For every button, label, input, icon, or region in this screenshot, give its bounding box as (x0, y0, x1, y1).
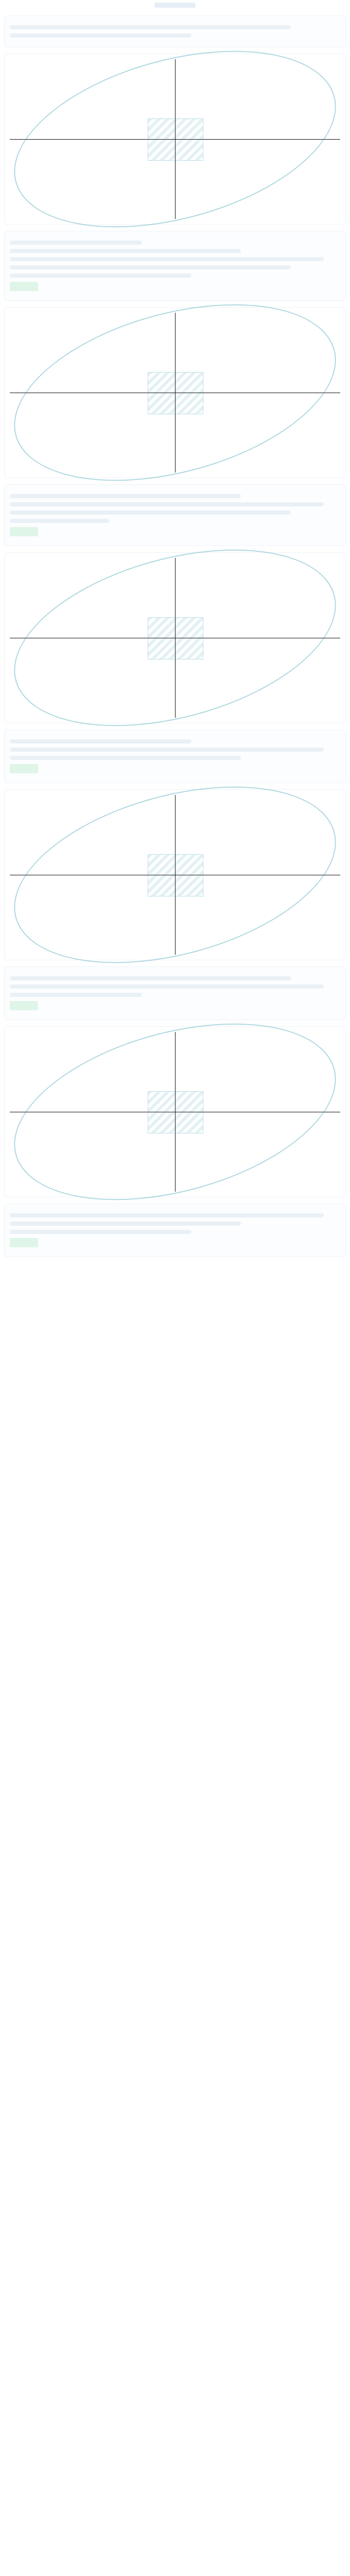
plot-2 (4, 307, 346, 478)
header-placeholder (154, 3, 196, 8)
section-4 (4, 730, 346, 783)
text-placeholder-line (10, 274, 191, 278)
text-placeholder-line (10, 257, 324, 261)
text-placeholder-line (10, 33, 191, 38)
text-placeholder-line (10, 519, 109, 523)
site-header (0, 0, 350, 10)
text-placeholder-line (10, 241, 142, 245)
section-2 (4, 231, 346, 301)
shaded-region-placeholder (148, 854, 203, 896)
shaded-region-placeholder (148, 372, 203, 414)
text-placeholder-line (10, 249, 241, 253)
result-highlight-placeholder (10, 1001, 38, 1010)
section-1 (4, 15, 346, 47)
text-placeholder-line (10, 265, 291, 269)
text-placeholder-line (10, 502, 324, 506)
text-placeholder-line (10, 993, 142, 997)
result-highlight-placeholder (10, 282, 38, 291)
plot-3 (4, 552, 346, 723)
text-placeholder-line (10, 494, 241, 498)
section-3 (4, 484, 346, 546)
text-placeholder-line (10, 739, 191, 743)
shaded-region-placeholder (148, 1091, 203, 1133)
shaded-region-placeholder (148, 617, 203, 659)
text-placeholder-line (10, 985, 324, 989)
text-placeholder-line (10, 976, 291, 980)
text-placeholder-line (10, 25, 291, 29)
text-placeholder-line (10, 756, 241, 760)
shaded-region-placeholder (148, 118, 203, 160)
text-placeholder-line (10, 748, 324, 752)
text-placeholder-line (10, 1222, 241, 1226)
result-highlight-placeholder (10, 764, 38, 773)
result-highlight-placeholder (10, 1238, 38, 1247)
text-placeholder-line (10, 1230, 191, 1234)
plot-5 (4, 1026, 346, 1197)
plot-4 (4, 789, 346, 960)
text-placeholder-line (10, 511, 291, 515)
section-5 (4, 967, 346, 1020)
plot-1 (4, 54, 346, 225)
section-6 (4, 1204, 346, 1257)
result-highlight-placeholder (10, 527, 38, 536)
text-placeholder-line (10, 1213, 324, 1217)
